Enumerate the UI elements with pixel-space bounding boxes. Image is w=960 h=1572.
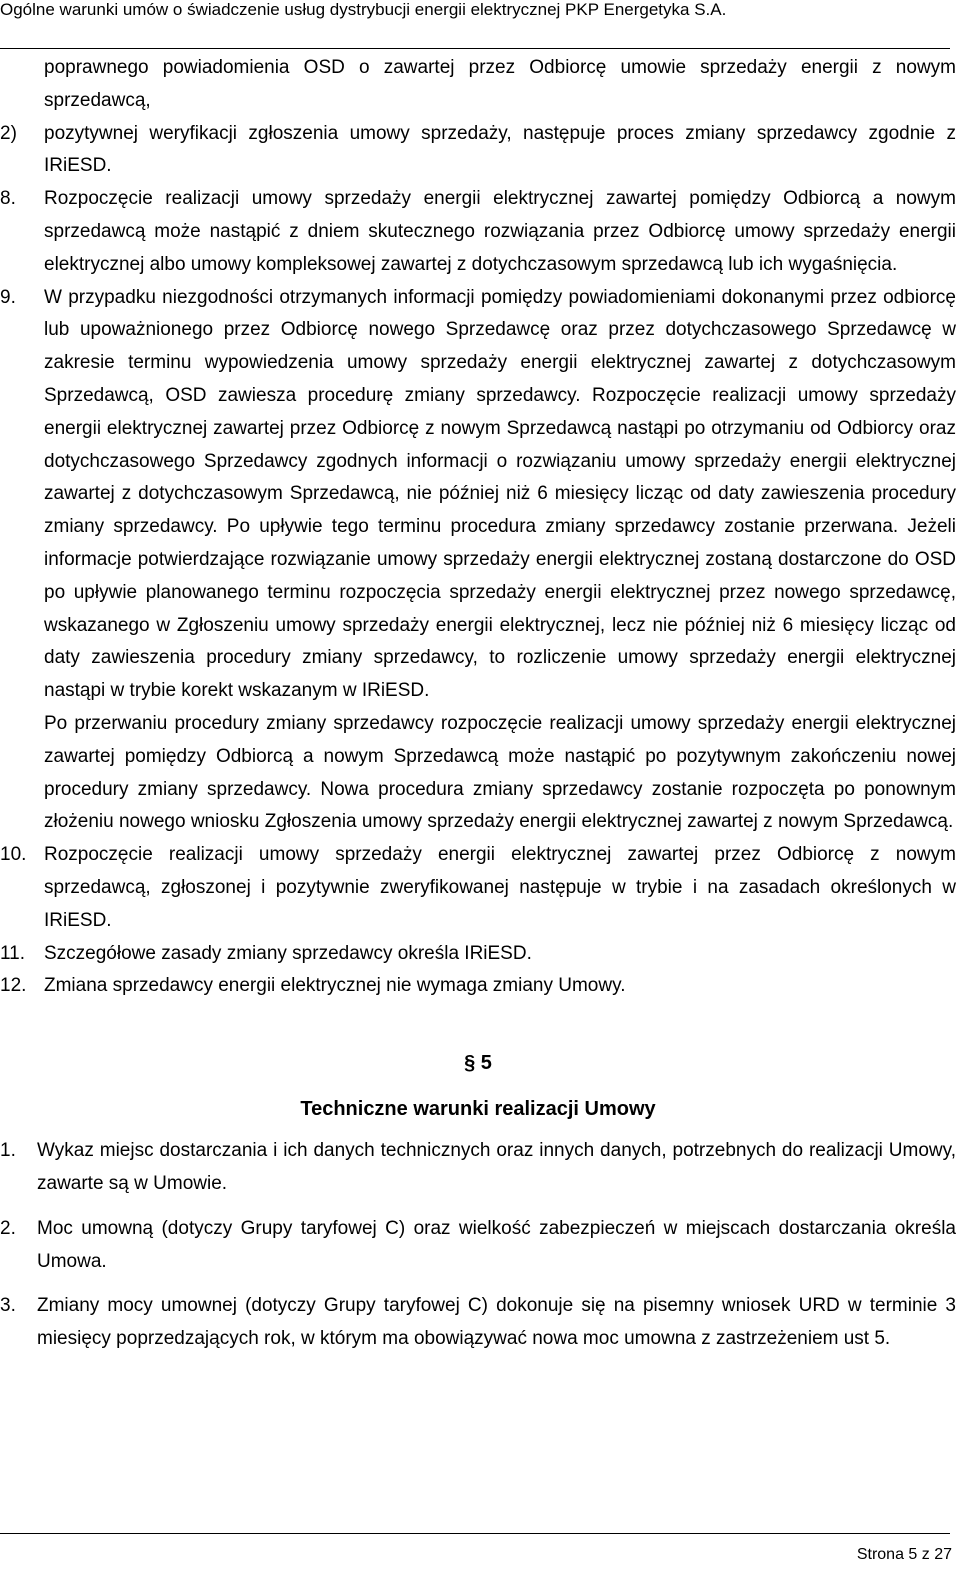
- sub-item-2: [0, 118, 956, 184]
- list-item-9: [0, 282, 956, 708]
- section-item-number: 2.: [0, 1217, 16, 1239]
- section-item-text: Zmiany mocy umownej (dotyczy Grupy taryfowej C) dokonuje się na pisemny wniosek URD w terminie 3 miesięcy poprzedzających rok, w którym ma obowiązywać nowa moc umowna z zastrzeżeniem ust 5.: [37, 1295, 956, 1350]
- header-rule: [0, 48, 950, 49]
- list-item-9-continued: [0, 708, 956, 839]
- section-item-2: [0, 1213, 956, 1279]
- sub-item-number: 2): [0, 122, 17, 144]
- list-item-text: Po przerwaniu procedury zmiany sprzedawcy rozpoczęcie realizacji umowy sprzedaży energii elektrycznej zawartej pomiędzy Odbiorcą a nowym Sprzedawcą może nastąpić po pozytywnym zakończeniu nowej procedury zmiany sprzedawcy. Nowa procedura zmiany sprzedawcy zostanie rozpoczęta po ponownym złożeniu nowego wniosku Zgłoszenia umowy sprzedaży energii elektrycznej zawartej z nowym Sprzedawcą.: [44, 712, 956, 833]
- list-item-number: 10.: [0, 844, 27, 866]
- continued-text: [0, 52, 956, 118]
- document-header-title: Ogólne warunki umów o świadczenie usług dystrybucji energii elektrycznej PKP Energetyka S.A.: [0, 0, 727, 19]
- list-item-text: Rozpoczęcie realizacji umowy sprzedaży energii elektrycznej zawartej pomiędzy Odbiorcą a nowym sprzedawcą może nastąpić z dniem skutecznego rozwiązania przez Odbiorcę umowy sprzedaży energii elektrycznej albo umowy kompleksowej zawartej z dotychczasowym sprzedawcą lub ich wygaśnięcia.: [44, 188, 956, 275]
- section-item-number: 3.: [0, 1295, 16, 1317]
- sub-item-text: pozytywnej weryfikacji zgłoszenia umowy sprzedaży, następuje proces zmiany sprzedawcy zgodnie z IRiESD.: [44, 122, 956, 177]
- list-item-number: 9.: [0, 286, 16, 308]
- continued-paragraph: poprawnego powiadomienia OSD o zawartej przez Odbiorcę umowie sprzedaży energii z nowym sprzedawcą,: [44, 57, 956, 111]
- section-item-text: Wykaz miejsc dostarczania i ich danych technicznych oraz innych danych, potrzebnych do realizacji Umowy, zawarte są w Umowie.: [37, 1140, 956, 1194]
- section-item-text: Moc umowną (dotyczy Grupy taryfowej C) oraz wielkość zabezpieczeń w miejscach dostarczania określa Umowa.: [37, 1217, 956, 1272]
- section-sign: § 5: [464, 1052, 492, 1075]
- section-title: Techniczne warunki realizacji Umowy: [300, 1098, 656, 1121]
- list-item-number: 8.: [0, 188, 16, 210]
- list-item-12: [0, 970, 956, 1003]
- page-number: Strona 5 z 27: [856, 1546, 952, 1563]
- list-item-number: 11.: [0, 942, 26, 964]
- list-item-text: Zmiana sprzedawcy energii elektrycznej nie wymaga zmiany Umowy.: [44, 975, 626, 997]
- list-item-8: [0, 183, 956, 281]
- section-item-3: [0, 1290, 956, 1356]
- list-item-text: Rozpoczęcie realizacji umowy sprzedaży energii elektrycznej zawartej przez Odbiorcę z nowym sprzedawcą, zgłoszonej i pozytywnie zweryfikowanej następuje w trybie i na zasadach określonych w IRiESD.: [44, 844, 956, 931]
- list-item-10: [0, 839, 956, 937]
- document-body: [0, 52, 956, 1356]
- list-item-number: 12.: [0, 975, 27, 997]
- section-item-number: 1.: [0, 1140, 16, 1162]
- section-item-1: [0, 1135, 956, 1201]
- list-item-11: [0, 938, 956, 971]
- list-item-text: W przypadku niezgodności otrzymanych informacji pomiędzy powiadomieniami dokonanymi przez odbiorcę lub upoważnionego przez Odbiorcę nowego Sprzedawcę oraz przez dotychczasowego Sprzedawcę w zakresie terminu wypowiedzenia umowy sprzedaży energii elektrycznej zawartej z dotychczasowym Sprzedawcą, OSD zawiesza procedurę zmiany sprzedawcy. Rozpoczęcie realizacji umowy sprzedaży energii elektrycznej zawartej przez Odbiorcę z nowym Sprzedawcą nastąpi po otrzymaniu od Odbiorcy oraz dotychczasowego Sprzedawcy zgodnych informacji o rozwiązaniu umowy sprzedaży energii elektrycznej zawartej z dotychczasowym Sprzedawcą, nie później niż 6 miesięcy licząc od daty zawieszenia procedury zmiany sprzedawcy. Po upływie tego terminu procedura zmiany sprzedawcy zostanie przerwana. Jeżeli informacje potwierdzające rozwiązanie umowy sprzedaży energii elektrycznej zostaną dostarczone do OSD po upływie planowanego terminu rozpoczęcia sprzedaży energii elektrycznej przez nowego sprzedawcę, wskazanego w Zgłoszeniu umowy sprzedaży energii elektrycznej, lecz nie później niż 6 miesięcy licząc od daty zawieszenia procedury zmiany sprzedawcy, to rozliczenie umowy sprzedaży energii elektrycznej nastąpi w trybie korekt wskazanym w IRiESD.: [44, 286, 956, 702]
- footer-rule: [0, 1533, 950, 1534]
- list-item-text: Szczegółowe zasady zmiany sprzedawcy określa IRiESD.: [44, 942, 532, 964]
